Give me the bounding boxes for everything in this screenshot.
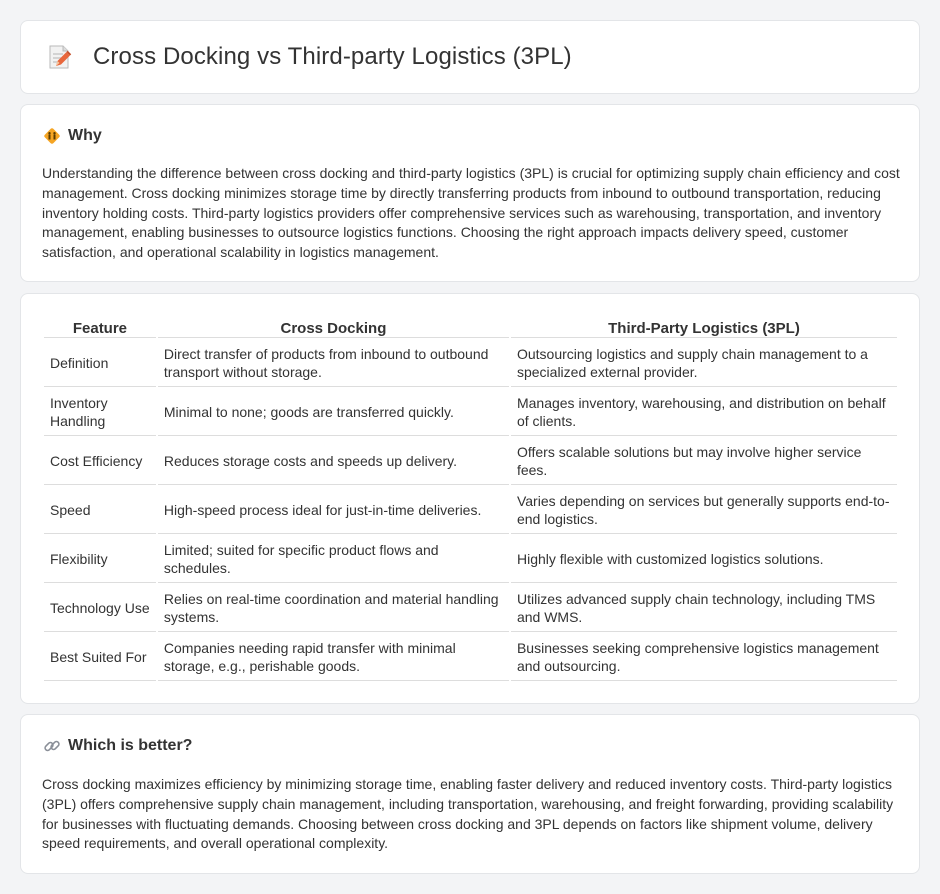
- table-row: [44, 536, 897, 583]
- 3pl-cell: Offers scalable solutions but may involve higher service fees.: [511, 438, 897, 485]
- table-row: [44, 340, 897, 387]
- 3pl-cell: Utilizes advanced supply chain technology, including TMS and WMS.: [511, 585, 897, 632]
- page-title: Cross Docking vs Third-party Logistics (3PL): [93, 43, 572, 70]
- document-pencil-icon: [45, 43, 73, 71]
- header-feature: Feature: [44, 316, 156, 338]
- feature-cell: Flexibility: [44, 536, 156, 583]
- why-heading: Why: [68, 127, 102, 144]
- better-heading: Which is better?: [68, 737, 193, 754]
- 3pl-cell: Varies depending on services but generally supports end-to-end logistics.: [511, 487, 897, 534]
- cross-docking-cell: High-speed process ideal for just-in-time deliveries.: [158, 487, 509, 534]
- feature-cell: Speed: [44, 487, 156, 534]
- feature-cell: Cost Efficiency: [44, 438, 156, 485]
- feature-cell: Best Suited For: [44, 634, 156, 681]
- table-row: [44, 585, 897, 632]
- better-heading-row: [43, 737, 192, 755]
- comparison-table: [42, 314, 899, 683]
- cross-docking-cell: Minimal to none; goods are transferred quickly.: [158, 389, 509, 436]
- feature-cell: Inventory Handling: [44, 389, 156, 436]
- table-row: [44, 487, 897, 534]
- table-row: [44, 438, 897, 485]
- road-sign-icon: [43, 127, 61, 145]
- why-heading-row: [43, 127, 102, 145]
- why-section: [20, 104, 920, 282]
- 3pl-cell: Manages inventory, warehousing, and distribution on behalf of clients.: [511, 389, 897, 436]
- title-row: [45, 43, 572, 71]
- 3pl-cell: Businesses seeking comprehensive logistics management and outsourcing.: [511, 634, 897, 681]
- cross-docking-cell: Reduces storage costs and speeds up delivery.: [158, 438, 509, 485]
- feature-cell: Definition: [44, 340, 156, 387]
- cross-docking-cell: Companies needing rapid transfer with minimal storage, e.g., perishable goods.: [158, 634, 509, 681]
- 3pl-cell: Highly flexible with customized logistics solutions.: [511, 536, 897, 583]
- why-text: Understanding the difference between cross docking and third-party logistics (3PL) is crucial for optimizing supply chain efficiency and cost management. Cross docking minimizes storage time by directly transferring products from inbound to outbound transportation, reducing inventory holding costs. Third-party logistics providers offer comprehensive services such as warehousing, transportation, and inventory management, enabling businesses to outsource logistics functions. Choosing the right approach impacts delivery speed, customer satisfaction, and operational scalability in logistics management.: [42, 165, 900, 261]
- feature-cell: Technology Use: [44, 585, 156, 632]
- better-text: Cross docking maximizes efficiency by minimizing storage time, enabling faster delivery and reduced inventory costs. Third-party logistics (3PL) offers comprehensive supply chain management, including transportation, warehousing, and freight forwarding, providing scalability for businesses with fluctuating demands. Choosing between cross docking and 3PL depends on factors like shipment volume, delivery speed requirements, and overall operational complexity.: [42, 776, 894, 852]
- table-row: [44, 389, 897, 436]
- header-3pl: Third-Party Logistics (3PL): [511, 316, 897, 338]
- cross-docking-cell: Direct transfer of products from inbound to outbound transport without storage.: [158, 340, 509, 387]
- cross-docking-cell: Relies on real-time coordination and material handling systems.: [158, 585, 509, 632]
- title-card: [20, 20, 920, 94]
- cross-docking-cell: Limited; suited for specific product flows and schedules.: [158, 536, 509, 583]
- comparison-section: [20, 293, 920, 704]
- table-row: [44, 634, 897, 681]
- link-icon: [43, 737, 61, 755]
- which-is-better-section: [20, 714, 920, 874]
- 3pl-cell: Outsourcing logistics and supply chain management to a specialized external provider.: [511, 340, 897, 387]
- table-header-row: [44, 316, 897, 338]
- header-cross-docking: Cross Docking: [158, 316, 509, 338]
